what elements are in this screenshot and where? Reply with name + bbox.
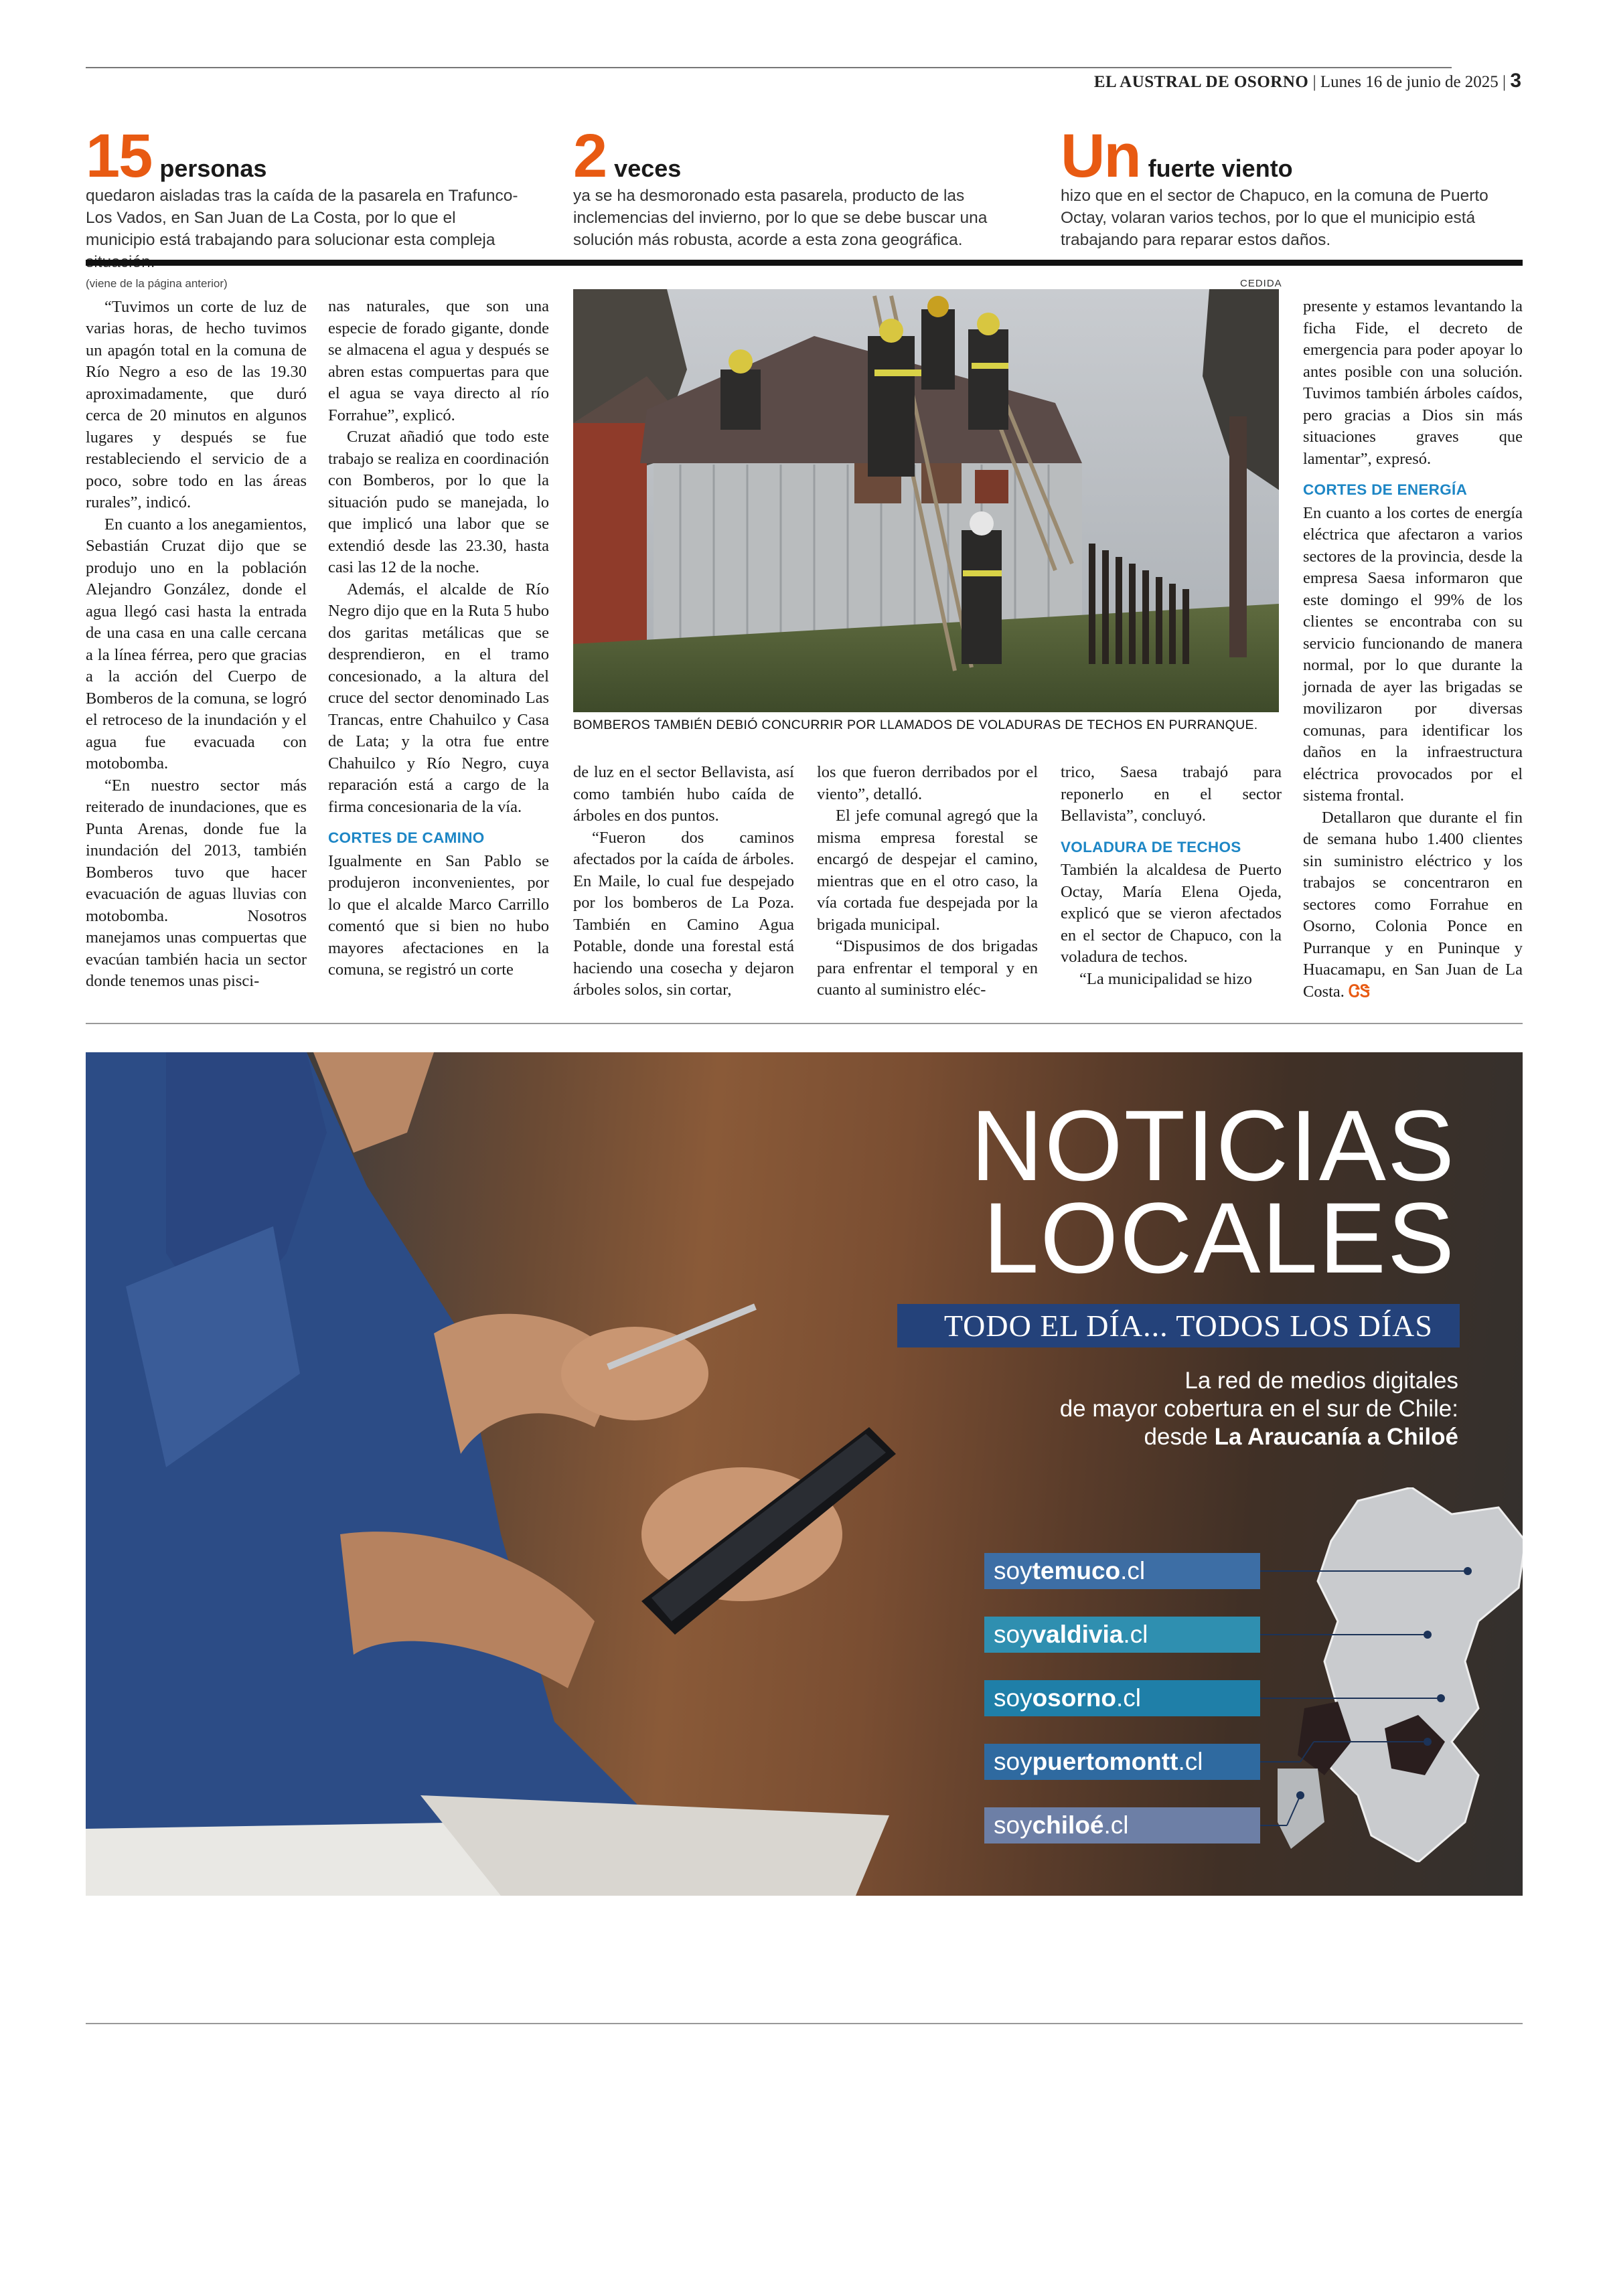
- site-name: chiloé: [1032, 1811, 1104, 1839]
- header-separator: |: [1503, 73, 1507, 91]
- site-suffix: .cl: [1120, 1557, 1146, 1584]
- article-column-6: [1303, 296, 1523, 1003]
- site-name: temuco: [1032, 1557, 1121, 1584]
- site-name: puertomontt: [1032, 1748, 1178, 1775]
- fact-word: personas: [159, 155, 267, 182]
- fact-word: fuerte viento: [1148, 155, 1293, 182]
- ad-title-line1: NOTICIAS: [970, 1089, 1456, 1202]
- continued-note: (viene de la página anterior): [86, 277, 228, 290]
- paragraph: “Dispusimos de dos brigadas para enfrentar el temporal y en cuanto al suministro eléc-: [817, 937, 1038, 999]
- paragraph: “La municipalidad se hizo: [1079, 969, 1252, 988]
- person-with-phone-illustration: [86, 1052, 956, 1896]
- site-suffix: .cl: [1103, 1811, 1129, 1839]
- ad-subtitle-line1: La red de medios digitales: [1184, 1368, 1458, 1394]
- site-prefix: soy: [994, 1748, 1032, 1775]
- header-separator: |: [1312, 73, 1316, 91]
- site-name: osorno: [1032, 1684, 1116, 1712]
- fact-word: veces: [614, 155, 682, 182]
- page-header: [1094, 70, 1521, 92]
- site-soytemuco[interactable]: [984, 1553, 1260, 1589]
- site-soypuertomontt[interactable]: [984, 1744, 1260, 1780]
- paragraph: de luz en el sector Bellavista, así como también hubo caída de árboles en dos puntos.: [573, 763, 794, 825]
- site-suffix: .cl: [1123, 1621, 1148, 1648]
- fact-box-3: [1061, 122, 1503, 251]
- site-name: valdivia: [1032, 1621, 1124, 1648]
- noticias-locales-ad: [86, 1052, 1523, 1896]
- fact-text: quedaron aisladas tras la caída de la pasarela en Trafunco-Los Vados, en San Juan de La Costa, por lo que el municipio está trabajando para solucionar esta compleja: [86, 187, 518, 249]
- ad-subtitle-line3: [1060, 1423, 1458, 1451]
- fact-box-2: [573, 122, 1015, 251]
- site-prefix: soy: [994, 1684, 1032, 1712]
- paragraph: “En nuestro sector más reiterado de inundaciones, que es Punta Arenas, donde fue la inundación del 2013, también Bomberos tuvo que hacer evacuación de aguas lluvias con motobomba. Nosotros manejamos unas compuertas que evacúan también hacia un sector donde tenemos unas pisci-: [86, 776, 307, 990]
- fact-number: 2: [573, 122, 607, 190]
- site-suffix: .cl: [1116, 1684, 1141, 1712]
- paragraph: Además, el alcalde de Río Negro dijo que en la Ruta 5 hubo dos garitas metálicas que se desprendieron, en el tramo concesionado, a la altura del cruce del sector denominado Las Trancas, entre Chahuilco y Casa de Lata; y la otra fue entre Chahuilco y Río Negro, cuya reparación está a cargo de la firma concesionaria de la vía.: [328, 580, 549, 816]
- section-divider: [86, 260, 1523, 266]
- article-column-5: [1061, 762, 1282, 990]
- end-mark: ᏣᏕ: [1349, 982, 1371, 1001]
- photo-credit: CEDIDA: [1240, 278, 1282, 289]
- fact-text: ya se ha desmoronado esta pasarela, producto de las inclemencias del invierno, por lo que se debe buscar una solución más robusta, acorde a esta zona geográfica.: [573, 187, 988, 249]
- paragraph: [1303, 807, 1523, 1003]
- article-column-2: [328, 296, 549, 981]
- site-suffix: .cl: [1178, 1748, 1203, 1775]
- paragraph-text: Detallaron que durante el fin de semana hubo 1.400 clientes sin suministro eléctrico y los trabajos se concentraron en sectores como Forrahue en Osorno, Colonia Ponce en Purranque y en Puninque y Huacamapu, en San Juan de La Costa.: [1303, 808, 1523, 1001]
- site-soyvaldivia[interactable]: [984, 1617, 1260, 1653]
- fact-box-1: [86, 122, 528, 273]
- fact-number: Un: [1061, 122, 1140, 190]
- issue-date: Lunes 16 de junio de 2025: [1320, 73, 1499, 91]
- article-column-1: [86, 273, 307, 993]
- site-prefix: soy: [994, 1557, 1032, 1584]
- site-soyosorno[interactable]: [984, 1680, 1260, 1716]
- article-column-4: [817, 762, 1038, 1001]
- paragraph: nas naturales, que son una especie de forado gigante, donde se almacena el agua y después se abren estas compuertas para que el agua se vaya directo al río Forrahue”, explicó.: [328, 297, 549, 424]
- firefighters-roof-image: [573, 289, 1279, 712]
- article-column-3: [573, 762, 794, 1001]
- ad-subtitle-line2: de mayor cobertura en el sur de Chile:: [1059, 1396, 1458, 1422]
- paragraph: En cuanto a los anegamientos, Sebastián Cruzat dijo que se produjo uno en la población Alejandro González, donde el agua llegó casi hasta la entrada de una casa en una calle cercana a la línea férrea, pero que gracias a la acción del Cuerpo de Bomberos de la comuna, se logró el retroceso de la inundación y el agua fue evacuada con motobomba.: [86, 515, 307, 772]
- paragraph: trico, Saesa trabajó para reponerlo en el sector Bellavista”, concluyó.: [1061, 763, 1282, 825]
- paragraph: “Fueron dos caminos afectados por la caída de árboles. En Maile, lo cual fue despejado por los bomberos de La Poza. También en Camino Agua Potable, donde una forestal está haciendo una cosecha y dejaron árboles solos, sin cortar,: [573, 828, 794, 999]
- ad-slogan-band: TODO EL DÍA... TODOS LOS DÍAS: [897, 1304, 1460, 1347]
- fact-text: hizo que en el sector de Chapuco, en la comuna de Puerto Octay, volaran varios techos, por lo que el municipio está trabajando para reparar estos daños.: [1061, 187, 1488, 249]
- ad-subtitle: [1060, 1367, 1458, 1451]
- page-number: 3: [1510, 70, 1521, 92]
- paragraph: También la alcaldesa de Puerto Octay, María Elena Ojeda, explicó que se vieron afectados en el sector de Chapuco, con la voladura de techos.: [1061, 861, 1282, 966]
- site-soychiloe[interactable]: [984, 1807, 1260, 1843]
- ad-title-line2: LOCALES: [983, 1181, 1456, 1294]
- ad-subtitle-region: La Araucanía a Chiloé: [1214, 1424, 1458, 1450]
- subheading-voladura-de-techos: VOLADURA DE TECHOS: [1061, 838, 1241, 855]
- photo-caption: BOMBEROS TAMBIÉN DEBIÓ CONCURRIR POR LLAMADOS DE VOLADURAS DE TECHOS EN PURRANQUE.: [573, 718, 1258, 732]
- paragraph: En cuanto a los cortes de energía eléctrica que afectaron a varios sectores de la provincia, desde la empresa Saesa informaron que este domingo el 99% de los clientes se encontraba con su servicio funcionando de manera normal, por lo que durante la jornada de ayer las brigadas se movilizaron por diversas comunas, para identificar los daños en la infraestructura eléctrica provocados por el sistema frontal.: [1303, 503, 1523, 805]
- site-prefix: soy: [994, 1621, 1032, 1648]
- paragraph: Igualmente en San Pablo se produjeron inconvenientes, por lo que el alcalde Marco Carrillo comentó que si bien no hubo mayores afectaciones en la comuna, se registró un corte: [328, 851, 549, 979]
- paragraph: El jefe comunal agregó que la misma empresa forestal se encargó de despejar el camino, mientras que en el otro caso, la vía cortada fue despejada por la brigada municipal.: [817, 807, 1038, 934]
- map-connector-lines: [1260, 1548, 1501, 1856]
- subheading-cortes-de-camino: CORTES DE CAMINO: [328, 829, 485, 846]
- fact-number: 15: [86, 122, 152, 190]
- paragraph: los que fueron derribados por el viento”, detalló.: [817, 763, 1038, 803]
- subheading-cortes-de-energia: CORTES DE ENERGÍA: [1303, 481, 1468, 498]
- paragraph: “Tuvimos un corte de luz de varias horas, de hecho tuvimos un apagón total en la comuna de Río Negro a eso de las 19.30 aproximadamente, que duró cerca de 20 minutos en algunos lugares y después se fue restableciendo el servicio de a poco, sobre todo en las áreas rurales”, indicó.: [86, 297, 307, 511]
- paragraph: Cruzat añadió que todo este trabajo se realiza en coordinación con Bomberos, por lo que la situación pudo se manejada, lo que implicó una labor que se extendió desde las 23.30, hasta casi las 12 de la noche.: [328, 428, 549, 576]
- site-prefix: soy: [994, 1811, 1032, 1839]
- paragraph: presente y estamos levantando la ficha Fide, el decreto de emergencia para poder apoyar lo antes posible con una solución. Tuvimos también árboles caídos, pero gracias a Dios sin más situaciones graves que lamentar”, expresó.: [1303, 297, 1523, 468]
- ad-title: [970, 1089, 1456, 1294]
- firefighters-photo: [573, 289, 1279, 712]
- ad-subtitle-pre: desde: [1144, 1424, 1215, 1450]
- newspaper-name: EL AUSTRAL DE OSORNO: [1093, 73, 1309, 91]
